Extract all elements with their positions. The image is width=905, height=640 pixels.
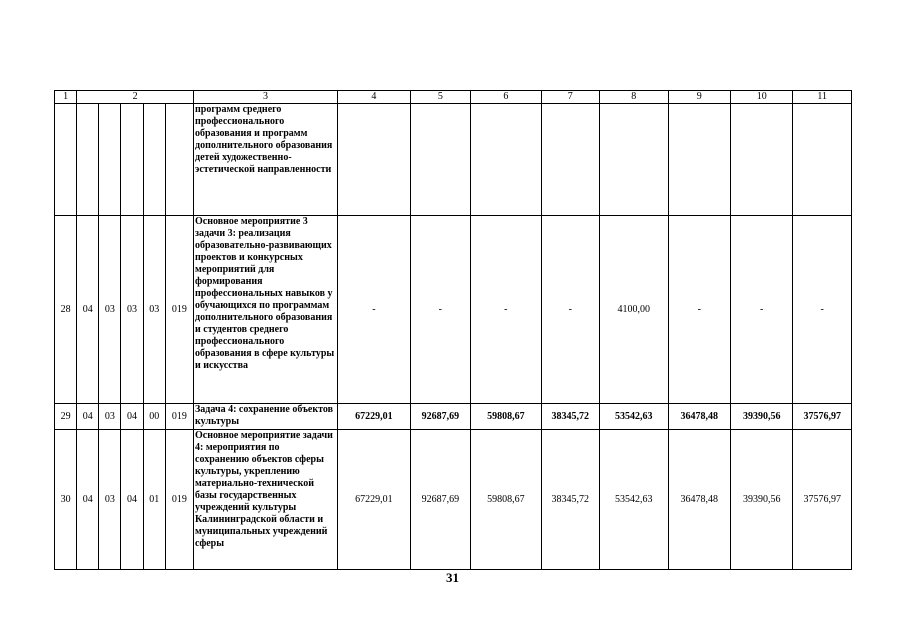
value-cell: - <box>410 216 470 404</box>
code-cell: 04 <box>77 404 99 430</box>
code-cell <box>143 104 165 216</box>
value-cell: 92687,69 <box>410 430 470 570</box>
value-cell <box>338 104 411 216</box>
code-cell <box>121 104 143 216</box>
value-cell <box>541 104 599 216</box>
value-cell: 36478,48 <box>668 404 730 430</box>
code-cell <box>99 104 121 216</box>
header-col-11: 11 <box>793 91 852 104</box>
code-cell: 00 <box>143 404 165 430</box>
header-col-4: 4 <box>338 91 411 104</box>
value-cell: 38345,72 <box>541 404 599 430</box>
value-cell <box>793 104 852 216</box>
row-description: Основное мероприятие 3 задачи 3: реализация образовательно-развивающих проектов и конкурсных мероприятий для формирования профессиональных навыков у обучающихся по программам дополнительного образования и студентов среднего профессионального образования в сфере культуры и искусства <box>194 216 338 404</box>
code-cell: 03 <box>99 216 121 404</box>
value-cell: 67229,01 <box>338 404 411 430</box>
code-cell: 04 <box>121 404 143 430</box>
header-col-7: 7 <box>541 91 599 104</box>
value-cell: 37576,97 <box>793 404 852 430</box>
code-cell: 03 <box>99 430 121 570</box>
code-cell: 019 <box>165 216 193 404</box>
header-col-6: 6 <box>471 91 542 104</box>
header-col-2: 2 <box>77 91 194 104</box>
code-cell: 019 <box>165 430 193 570</box>
code-cell: 03 <box>121 216 143 404</box>
value-cell: - <box>668 216 730 404</box>
value-cell <box>668 104 730 216</box>
value-cell <box>730 104 792 216</box>
value-cell: 39390,56 <box>730 404 792 430</box>
header-col-1: 1 <box>55 91 77 104</box>
value-cell: 59808,67 <box>471 404 542 430</box>
code-cell <box>77 104 99 216</box>
header-row <box>55 91 852 104</box>
table-row <box>55 404 852 430</box>
code-cell: 03 <box>143 216 165 404</box>
header-col-8: 8 <box>600 91 669 104</box>
value-cell: 4100,00 <box>600 216 669 404</box>
row-number: 28 <box>55 216 77 404</box>
value-cell: 36478,48 <box>668 430 730 570</box>
value-cell: - <box>730 216 792 404</box>
code-cell <box>165 104 193 216</box>
code-cell: 04 <box>121 430 143 570</box>
table-row <box>55 430 852 570</box>
row-description: Задача 4: сохранение объектов культуры <box>194 404 338 430</box>
code-cell: 019 <box>165 404 193 430</box>
code-cell: 03 <box>99 404 121 430</box>
table-row <box>55 216 852 404</box>
value-cell: 67229,01 <box>338 430 411 570</box>
value-cell: 37576,97 <box>793 430 852 570</box>
value-cell <box>600 104 669 216</box>
table-row <box>55 104 852 216</box>
value-cell <box>471 104 542 216</box>
value-cell: 53542,63 <box>600 404 669 430</box>
page-number: 31 <box>446 570 459 585</box>
code-cell: 04 <box>77 430 99 570</box>
value-cell: 92687,69 <box>410 404 470 430</box>
row-number <box>55 104 77 216</box>
value-cell: 53542,63 <box>600 430 669 570</box>
value-cell: - <box>338 216 411 404</box>
value-cell: 59808,67 <box>471 430 542 570</box>
value-cell: 39390,56 <box>730 430 792 570</box>
row-description: программ среднего профессионального образования и программ дополнительного образования детей художественно-эстетической направленности <box>194 104 338 216</box>
row-number: 29 <box>55 404 77 430</box>
value-cell: - <box>471 216 542 404</box>
value-cell <box>410 104 470 216</box>
value-cell: - <box>541 216 599 404</box>
row-description: Основное мероприятие задачи 4: мероприятия по сохранению объектов сферы культуры, укреплению материально-технической базы государственных учреждений культуры Калининградской области и муниципальных учреждений сферы <box>194 430 338 570</box>
header-col-5: 5 <box>410 91 470 104</box>
code-cell: 01 <box>143 430 165 570</box>
value-cell: - <box>793 216 852 404</box>
code-cell: 04 <box>77 216 99 404</box>
budget-table <box>54 90 852 570</box>
value-cell: 38345,72 <box>541 430 599 570</box>
row-number: 30 <box>55 430 77 570</box>
header-col-3: 3 <box>194 91 338 104</box>
header-col-10: 10 <box>730 91 792 104</box>
header-col-9: 9 <box>668 91 730 104</box>
